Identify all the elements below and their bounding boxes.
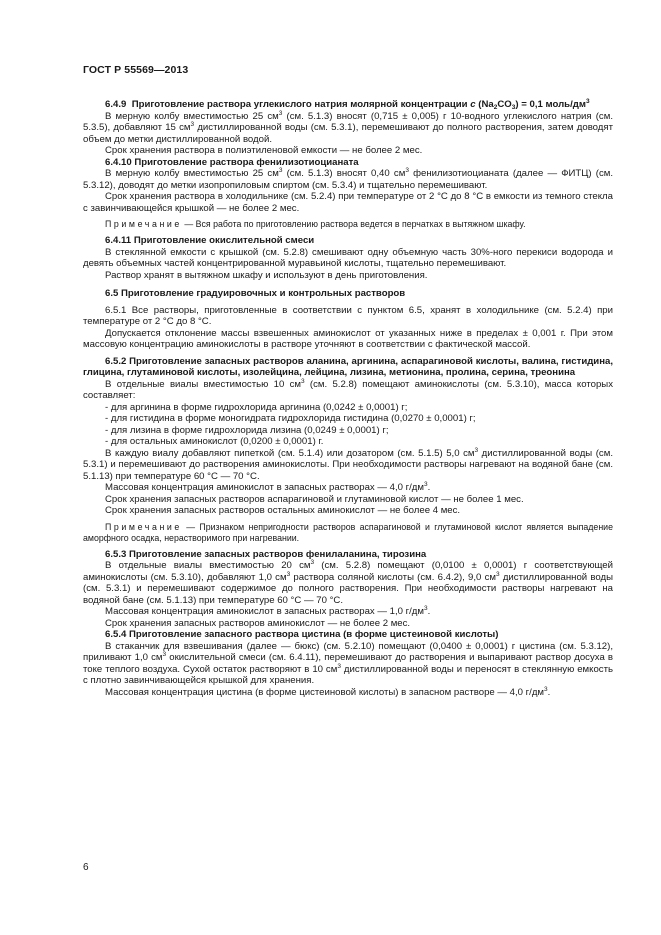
section-6-5-4-title: 6.5.4 Приготовление запасного раствора цистина (в форме цистеиновой кислоты) [105, 629, 499, 640]
section-6-5-3-paragraph: В отдельные виалы вместимостью 20 $см^3$ (см. 5.2.8) помещают (0,0100 ± 0,0001) г соответствующей аминокислоты (см. 5.3.10), добавляют 1,0 $см^3$ раствора соляной кислоты (см. 6.4.2), 9,0 $см^3$ дистиллированной воды (см. 5.3.1) и перемешивают содержимое до полного растворения. При необходимости растворы нагревают на водяной бане (см. 5.1.13) при температуре 60 °С — 70 °С. [83, 559, 613, 606]
section-6-5-2-dissolution: В каждую виалу добавляют пипеткой (см. 5.1.4) или дозатором (см. 5.1.5) 5,0 $см^3$ дистиллированной воды (см. 5.3.1) и перемешивают до растворения аминокислоты. При необходимости растворы нагревают на водяной бане (см. 5.1.13) при температуре 60 °С — 70 °С. [83, 446, 613, 482]
list-item: - для аргинина в форме гидрохлорида аргинина (0,0242 ± 0,0001) г; [105, 401, 408, 413]
section-6-4-11-paragraph: В стеклянной емкости с крышкой (см. 5.2.8) смешивают одну объемную часть 30%-ного перекиси водорода и девять объемных частей концентрированной муравьиной кислоты, тщательно перемешивают. [83, 246, 613, 269]
list-item: - для лизина в форме гидрохлорида лизина (0,0249 ± 0,0001) г; [105, 424, 389, 436]
section-6-5-2-paragraph: В отдельные виалы вместимостью 10 $см^3$ (см. 5.2.8) помещают аминокислоты (см. 5.3.10), масса которых составляет: [83, 377, 613, 401]
section-6-5-4-concentration: Массовая концентрация цистина (в форме цистеиновой кислоты) в запасном растворе — 4,0 $г/дм^3$. [105, 685, 551, 698]
section-6-5-title: 6.5 Приготовление градуировочных и контрольных растворов [105, 288, 406, 299]
document-body [83, 99, 613, 698]
note-6-5-2: Примечание — Признаком непригодности растворов аспарагиновой и глутаминовой кислот является выпадение аморфного осадка, нерастворимого при нагревании. [83, 521, 613, 543]
section-6-5-3-storage: Срок хранения запасных растворов аминокислот — не более 2 мес. [105, 617, 411, 629]
section-6-4-11-title: 6.4.11 Приготовление окислительной смеси [105, 235, 315, 246]
note-6-4-10: Примечание — Вся работа по приготовлению раствора ведется в перчатках в вытяжном шкафу. [105, 219, 526, 229]
section-6-4-9-paragraph: В мерную колбу вместимостью 25 $см^3$ (см. 5.1.3) вносят (0,715 ± 0,005) г 10-водного углекислого натрия (см. 5.3.5), добавляют 15 $см^3$ дистиллированной воды (см. 5.3.1), перемешивают до полного растворения, затем доводят объем до метки дистиллированной водой. [83, 109, 613, 145]
section-6-5-2-storage-acids: Срок хранения запасных растворов аспарагиновой и глутаминовой кислот — не более 1 мес. [105, 493, 524, 505]
page-number: 6 [83, 862, 89, 873]
section-6-5-1-tolerance: Допускается отклонение массы взвешенных аминокислот от указанных ниже в пределах ± 0,001 г. При этом массовую концентрацию аминокислоты в растворе уточняют в соответствии с фактической массой. [83, 327, 613, 350]
section-6-4-11-storage: Раствор хранят в вытяжном шкафу и используют в день приготовления. [105, 269, 428, 281]
section-6-5-2-title: 6.5.2 Приготовление запасных растворов аланина, аргинина, аспарагиновой кислоты, валина, гистидина, глицина, глутаминовой кислоты, изолейцина, лейцина, лизина, метионина, пролина, серина, треонина [83, 355, 613, 378]
section-6-4-9-title: 6.4.9 Приготовление раствора углекислого натрия молярной концентрации c $(Na_2CO_3) = 0,1$ моль/$дм^3$ [105, 98, 590, 111]
section-6-4-10-storage: Срок хранения раствора в холодильнике (см. 5.2.4) при температуре от 2 °С до 8 °С в емкости из темного стекла с завинчивающейся крышкой — не более 2 мес. [83, 191, 613, 214]
section-6-5-4-paragraph: В стаканчик для взвешивания (далее — бюкс) (см. 5.2.10) помещают (0,0400 ± 0,0001) г цистина (см. 5.3.12), приливают 1,0 $см^3$ окислительной смеси (см. 6.4.11), перемешивают до растворения и выпаривают раствор досуха в токе теплого воздуха. Сухой остаток растворяют в 10 $см^3$ дистиллированной воды и переносят в стеклянную емкость с плотно завинчивающейся крышкой для хранения. [83, 640, 613, 686]
section-6-4-10-paragraph: В мерную колбу вместимостью 25 $см^3$ (см. 5.1.3) вносят 0,40 $см^3$ фенилизотиоцианата (далее — ФИТЦ) (см. 5.3.12), доводят до метки изопропиловым спиртом (см. 5.3.4) и тщательно перемешивают. [83, 167, 613, 191]
section-6-5-3-concentration: Массовая концентрация аминокислот в запасных растворах — 1,0 $г/дм^3$. [105, 605, 431, 617]
section-6-5-2-concentration: Массовая концентрация аминокислот в запасных растворах — 4,0 $г/дм^3$. [105, 481, 431, 493]
section-6-5-1-paragraph: 6.5.1 Все растворы, приготовленные в соответствии с пунктом 6.5, хранят в холодильнике (см. 5.2.4) при температуре от 2 °С до 8 °С. [83, 304, 613, 327]
section-6-4-10-title: 6.4.10 Приготовление раствора фенилизотиоцианата [105, 156, 359, 168]
list-item: - для остальных аминокислот (0,0200 ± 0,0001) г. [105, 436, 324, 447]
section-6-4-9-storage: Срок хранения раствора в полиэтиленовой емкости — не более 2 мес. [105, 145, 423, 156]
document-header: ГОСТ Р 55569—2013 [83, 64, 189, 76]
section-6-5-2-storage-other: Срок хранения запасных растворов остальных аминокислот — не более 4 мес. [105, 505, 461, 516]
list-item: - для гистидина в форме моногидрата гидрохлорида гистидина (0,0270 ± 0,0001) г; [105, 413, 476, 424]
section-6-5-3-title: 6.5.3 Приготовление запасных растворов фенилаланина, тирозина [105, 548, 427, 560]
